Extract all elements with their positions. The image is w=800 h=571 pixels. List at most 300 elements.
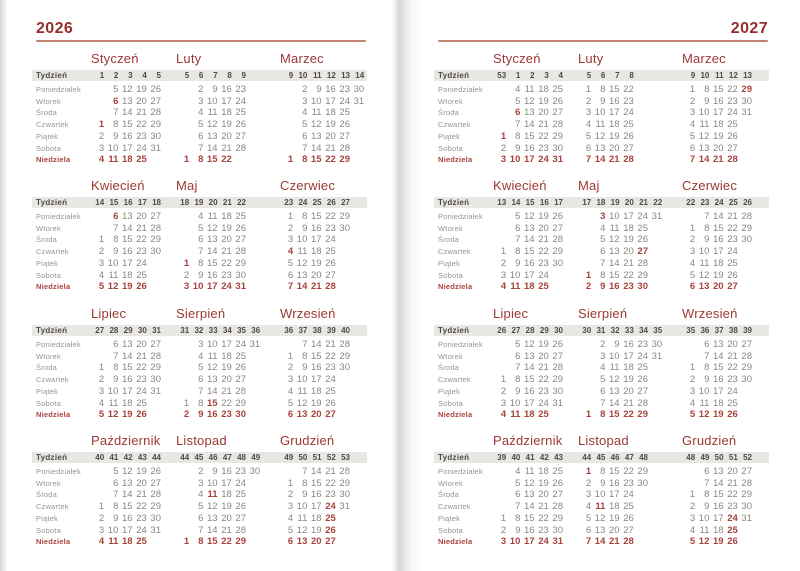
date-cell: 5 (515, 477, 521, 489)
date-cell: 19 (538, 339, 549, 350)
date-cell: 19 (311, 257, 322, 269)
date-cell: 18 (122, 269, 133, 281)
date-cell: 27 (727, 142, 738, 154)
week-number: 15 (109, 198, 119, 207)
date-cell: 30 (637, 281, 648, 293)
week-number: 30 (137, 326, 147, 335)
date-cell: 7 (198, 524, 204, 536)
week-number: 45 (194, 453, 204, 462)
date-cell: 1 (689, 362, 696, 374)
date-cell: 13 (296, 409, 308, 421)
week-number: 40 (341, 326, 350, 335)
date-cell: 28 (552, 234, 563, 246)
week-number: 38 (312, 326, 322, 335)
date-cell: 21 (727, 211, 738, 222)
date-cell: 16 (524, 524, 535, 536)
date-cell: 11 (699, 397, 710, 409)
date-cell: 19 (221, 362, 232, 374)
date-cell: 26 (727, 536, 738, 548)
date-cell: 5 (600, 374, 606, 386)
date-cell: 23 (623, 477, 634, 489)
date-cell: 3 (500, 154, 507, 166)
date-cell: 8 (515, 512, 521, 524)
date-cell: 27 (741, 466, 752, 477)
date-cell: 12 (698, 269, 710, 281)
date-cell: 27 (741, 339, 752, 350)
month-title: Październik (91, 433, 161, 448)
date-cell: 2 (302, 84, 308, 95)
date-cell: 16 (122, 130, 133, 142)
date-cell: 2 (98, 130, 105, 142)
date-cell: 8 (600, 84, 606, 95)
date-cell: 5 (302, 119, 308, 131)
date-cell: 3 (98, 524, 105, 536)
week-number: 50 (298, 453, 308, 462)
month-title: Listopad (176, 433, 227, 448)
date-cell: 27 (552, 489, 563, 501)
spine-gutter-shadow (392, 0, 424, 571)
month-title: Wrzesień (682, 306, 738, 321)
week-row-label: Tydzień (36, 326, 68, 335)
date-cell: 8 (113, 362, 119, 374)
date-cell: 23 (727, 95, 738, 107)
week-number: 53 (341, 453, 350, 462)
date-cell: 14 (122, 222, 133, 234)
week-number: 44 (180, 453, 190, 462)
date-cell: 11 (108, 536, 119, 548)
date-cell: 15 (311, 211, 322, 222)
date-cell: 19 (136, 466, 147, 477)
date-cell: 11 (609, 362, 620, 374)
week-number: 11 (715, 71, 724, 80)
date-cell: 5 (600, 234, 606, 246)
week-number: 28 (525, 326, 535, 335)
date-cell: 17 (713, 512, 724, 524)
date-cell: 5 (98, 409, 105, 421)
day-label: Niedziela (438, 155, 473, 165)
date-cell: 10 (594, 489, 606, 501)
date-cell: 14 (207, 385, 218, 397)
date-cell: 2 (287, 489, 294, 501)
date-cell: 23 (136, 512, 147, 524)
date-cell: 13 (594, 524, 606, 536)
date-cell: 21 (609, 154, 620, 166)
date-cell: 12 (524, 95, 535, 107)
date-cell: 19 (538, 95, 549, 107)
date-cell: 30 (339, 222, 350, 234)
date-cell: 2 (585, 281, 592, 293)
year-underline (36, 40, 366, 42)
week-number: 44 (582, 453, 592, 462)
day-label: Sobota (438, 143, 463, 153)
date-cell: 14 (524, 234, 535, 246)
date-cell: 10 (296, 234, 308, 246)
week-number: 39 (326, 326, 336, 335)
date-cell: 21 (623, 397, 634, 409)
date-cell: 26 (325, 397, 336, 409)
day-label: Wtorek (36, 478, 61, 488)
date-cell: 11 (297, 512, 308, 524)
date-cell: 3 (98, 257, 105, 269)
date-cell: 9 (302, 362, 308, 374)
date-cell: 25 (727, 119, 738, 131)
date-cell: 17 (524, 269, 535, 281)
date-cell: 6 (600, 385, 606, 397)
date-cell: 13 (524, 489, 535, 501)
week-row-label: Tydzień (36, 71, 68, 80)
date-cell: 16 (713, 95, 724, 107)
date-cell: 15 (524, 246, 535, 258)
date-cell: 30 (741, 374, 752, 386)
week-number: 32 (610, 326, 620, 335)
date-cell: 26 (235, 501, 246, 513)
date-cell: 28 (339, 142, 350, 154)
date-cell: 21 (136, 107, 147, 119)
date-cell: 20 (609, 524, 620, 536)
date-cell: 2 (600, 339, 606, 350)
date-cell: 19 (538, 477, 549, 489)
date-cell: 24 (727, 512, 738, 524)
date-cell: 24 (136, 257, 147, 269)
date-cell: 8 (302, 211, 308, 222)
date-cell: 27 (150, 211, 161, 222)
day-label: Piątek (438, 131, 461, 141)
date-cell: 10 (207, 339, 218, 350)
date-cell: 18 (538, 84, 549, 95)
week-number: 42 (539, 453, 549, 462)
date-cell: 25 (325, 512, 336, 524)
date-cell: 1 (98, 234, 105, 246)
date-cell: 9 (515, 524, 521, 536)
date-cell: 25 (538, 409, 549, 421)
date-cell: 22 (136, 234, 147, 246)
month-row-group (36, 308, 366, 426)
date-cell: 1 (585, 84, 592, 95)
week-number: 22 (686, 198, 696, 207)
date-cell: 5 (515, 339, 521, 350)
date-cell: 24 (136, 142, 147, 154)
date-cell: 18 (221, 350, 232, 362)
date-cell: 27 (325, 269, 336, 281)
week-number: 30 (554, 326, 563, 335)
date-cell: 16 (207, 409, 218, 421)
date-cell: 1 (689, 84, 696, 95)
date-cell: 31 (353, 95, 365, 107)
month-title: Sierpień (578, 306, 628, 321)
week-number: 51 (728, 453, 738, 462)
week-number: 7 (213, 71, 218, 80)
date-cell: 3 (500, 397, 507, 409)
date-cell: 25 (623, 501, 634, 513)
date-cell: 21 (325, 466, 336, 477)
date-cell: 28 (637, 397, 648, 409)
date-cell: 9 (614, 339, 620, 350)
date-cell: 20 (538, 222, 549, 234)
date-cell: 6 (113, 477, 119, 489)
date-cell: 10 (698, 246, 710, 258)
date-cell: 9 (704, 234, 710, 246)
week-number: 19 (194, 198, 204, 207)
date-cell: 18 (311, 246, 322, 258)
date-cell: 29 (235, 257, 246, 269)
day-label: Poniedziałek (438, 85, 483, 94)
date-cell: 14 (311, 339, 322, 350)
date-cell: 23 (221, 269, 232, 281)
date-cell: 6 (198, 234, 204, 246)
date-cell: 21 (136, 489, 147, 501)
date-cell: 7 (302, 466, 308, 477)
date-cell: 19 (311, 524, 322, 536)
week-row-label: Tydzień (438, 326, 470, 335)
month-title: Kwiecień (493, 178, 547, 193)
date-cell: 1 (183, 536, 190, 548)
date-cell: 28 (235, 246, 246, 258)
date-cell: 23 (538, 385, 549, 397)
month-title: Czerwiec (682, 178, 738, 193)
date-cell: 7 (689, 154, 696, 166)
date-cell: 23 (727, 374, 738, 386)
date-cell: 26 (325, 524, 336, 536)
date-cell: 2 (689, 501, 696, 513)
date-cell: 8 (302, 477, 308, 489)
day-label: Środa (36, 235, 58, 245)
date-cell: 19 (623, 234, 634, 246)
date-cell: 25 (325, 246, 336, 258)
date-cell: 17 (122, 524, 133, 536)
date-cell: 21 (713, 154, 724, 166)
date-cell: 6 (287, 269, 294, 281)
date-cell: 9 (704, 374, 710, 386)
date-cell: 8 (198, 257, 204, 269)
date-cell: 28 (235, 142, 246, 154)
date-cell: 26 (235, 362, 246, 374)
date-cell: 3 (689, 512, 696, 524)
date-cell: 24 (538, 269, 549, 281)
date-cell: 27 (235, 512, 246, 524)
date-cell: 25 (727, 257, 738, 269)
week-number: 29 (539, 326, 549, 335)
date-cell: 19 (325, 119, 336, 131)
date-cell: 23 (235, 84, 246, 95)
date-cell: 24 (538, 536, 549, 548)
date-cell: 17 (713, 107, 724, 119)
week-number: 33 (208, 326, 218, 335)
week-number: 52 (743, 453, 752, 462)
date-cell: 29 (235, 397, 246, 409)
day-label: Czwartek (438, 375, 471, 385)
date-cell: 24 (538, 397, 549, 409)
date-cell: 6 (515, 107, 521, 119)
week-number: 6 (198, 71, 204, 80)
date-cell: 24 (727, 246, 738, 258)
date-cell: 8 (515, 374, 521, 386)
date-cell: 2 (98, 246, 105, 258)
date-cell: 12 (524, 339, 535, 350)
date-cell: 7 (113, 489, 119, 501)
date-cell: 15 (122, 362, 133, 374)
week-number: 13 (497, 198, 507, 207)
date-cell: 25 (339, 107, 350, 119)
date-cell: 25 (235, 489, 246, 501)
date-cell: 29 (741, 489, 752, 501)
month-row-group (36, 53, 366, 171)
date-cell: 15 (207, 154, 218, 166)
date-cell: 29 (552, 246, 563, 258)
date-cell: 9 (212, 84, 218, 95)
month-title: Czerwiec (280, 178, 336, 193)
day-label: Wtorek (36, 351, 61, 361)
date-cell: 3 (689, 246, 696, 258)
date-cell: 28 (552, 501, 563, 513)
day-label: Piątek (36, 131, 59, 141)
date-cell: 12 (698, 130, 710, 142)
date-cell: 5 (198, 119, 204, 131)
date-cell: 12 (107, 281, 119, 293)
date-cell: 20 (311, 409, 322, 421)
date-cell: 7 (515, 234, 521, 246)
date-cell: 29 (150, 362, 161, 374)
date-cell: 11 (207, 211, 218, 222)
date-cell: 9 (515, 257, 521, 269)
date-cell: 4 (500, 281, 507, 293)
date-cell: 28 (637, 257, 648, 269)
week-number: 15 (525, 198, 535, 207)
date-cell: 16 (122, 374, 133, 386)
date-cell: 20 (713, 142, 724, 154)
date-cell: 13 (122, 211, 133, 222)
date-cell: 6 (515, 350, 521, 362)
date-cell: 26 (150, 466, 161, 477)
date-cell: 27 (235, 234, 246, 246)
date-cell: 7 (113, 222, 119, 234)
date-cell: 12 (207, 501, 218, 513)
date-cell: 23 (727, 501, 738, 513)
day-label: Sobota (36, 143, 61, 153)
date-cell: 22 (623, 84, 634, 95)
date-cell: 1 (500, 374, 507, 386)
month-row-group (36, 435, 366, 553)
week-number: 3 (544, 71, 549, 80)
week-number: 2 (530, 71, 535, 80)
week-number: 46 (610, 453, 620, 462)
date-cell: 28 (741, 477, 752, 489)
date-cell: 24 (221, 281, 232, 293)
date-cell: 7 (704, 477, 710, 489)
date-cell: 5 (585, 512, 592, 524)
date-cell: 17 (311, 234, 322, 246)
date-cell: 20 (136, 339, 147, 350)
date-cell: 13 (713, 339, 724, 350)
date-cell: 3 (302, 95, 308, 107)
month-title: Październik (493, 433, 563, 448)
date-cell: 23 (538, 257, 549, 269)
week-number: 12 (728, 71, 738, 80)
date-cell: 13 (594, 142, 606, 154)
week-number: 28 (109, 326, 119, 335)
week-number: 24 (298, 198, 308, 207)
date-cell: 26 (552, 211, 563, 222)
date-cell: 19 (311, 397, 322, 409)
date-cell: 6 (704, 466, 710, 477)
date-cell: 29 (339, 477, 350, 489)
date-cell: 28 (727, 154, 738, 166)
date-cell: 1 (287, 350, 294, 362)
date-cell: 8 (704, 222, 710, 234)
date-cell: 16 (207, 269, 218, 281)
date-cell: 7 (515, 119, 521, 131)
date-cell: 9 (704, 501, 710, 513)
date-cell: 20 (727, 466, 738, 477)
date-cell: 7 (515, 362, 521, 374)
week-number: 47 (624, 453, 634, 462)
date-cell: 21 (538, 501, 549, 513)
date-cell: 1 (585, 466, 592, 477)
date-cell: 31 (741, 107, 752, 119)
date-cell: 3 (600, 350, 606, 362)
date-cell: 16 (311, 362, 322, 374)
date-cell: 13 (609, 246, 620, 258)
date-cell: 24 (235, 95, 246, 107)
date-cell: 6 (515, 222, 521, 234)
date-cell: 21 (311, 281, 322, 293)
day-label: Niedziela (36, 282, 71, 292)
date-cell: 18 (713, 397, 724, 409)
date-cell: 7 (600, 397, 606, 409)
date-cell: 24 (136, 385, 147, 397)
date-cell: 26 (637, 374, 648, 386)
month-title: Maj (578, 178, 600, 193)
date-cell: 12 (207, 362, 218, 374)
date-cell: 10 (698, 107, 710, 119)
date-cell: 22 (538, 130, 549, 142)
date-cell: 19 (538, 211, 549, 222)
day-label: Wtorek (438, 351, 463, 361)
week-number: 26 (326, 198, 336, 207)
date-cell: 18 (713, 524, 724, 536)
month-title: Lipiec (493, 306, 529, 321)
date-cell: 27 (235, 374, 246, 386)
date-cell: 29 (339, 350, 350, 362)
date-cell: 30 (150, 512, 161, 524)
day-label: Piątek (438, 513, 461, 523)
date-cell: 8 (704, 84, 710, 95)
date-cell: 1 (98, 501, 105, 513)
date-cell: 30 (249, 466, 261, 477)
day-label: Niedziela (36, 410, 71, 420)
date-cell: 26 (623, 130, 634, 142)
date-cell: 2 (689, 374, 696, 386)
week-number: 34 (222, 326, 232, 335)
date-cell: 20 (538, 350, 549, 362)
week-number: 34 (639, 326, 648, 335)
date-cell: 18 (524, 409, 535, 421)
date-cell: 13 (207, 374, 218, 386)
date-cell: 27 (623, 142, 634, 154)
date-cell: 3 (287, 374, 294, 386)
date-cell: 14 (207, 524, 218, 536)
date-cell: 10 (609, 211, 620, 222)
date-cell: 1 (183, 397, 190, 409)
date-cell: 21 (221, 142, 232, 154)
day-label: Środa (36, 363, 58, 373)
date-cell: 4 (98, 536, 105, 548)
date-cell: 21 (538, 234, 549, 246)
date-cell: 7 (302, 339, 308, 350)
date-cell: 4 (689, 119, 696, 131)
week-number: 25 (728, 198, 738, 207)
date-cell: 5 (198, 501, 204, 513)
week-number: 37 (714, 326, 724, 335)
